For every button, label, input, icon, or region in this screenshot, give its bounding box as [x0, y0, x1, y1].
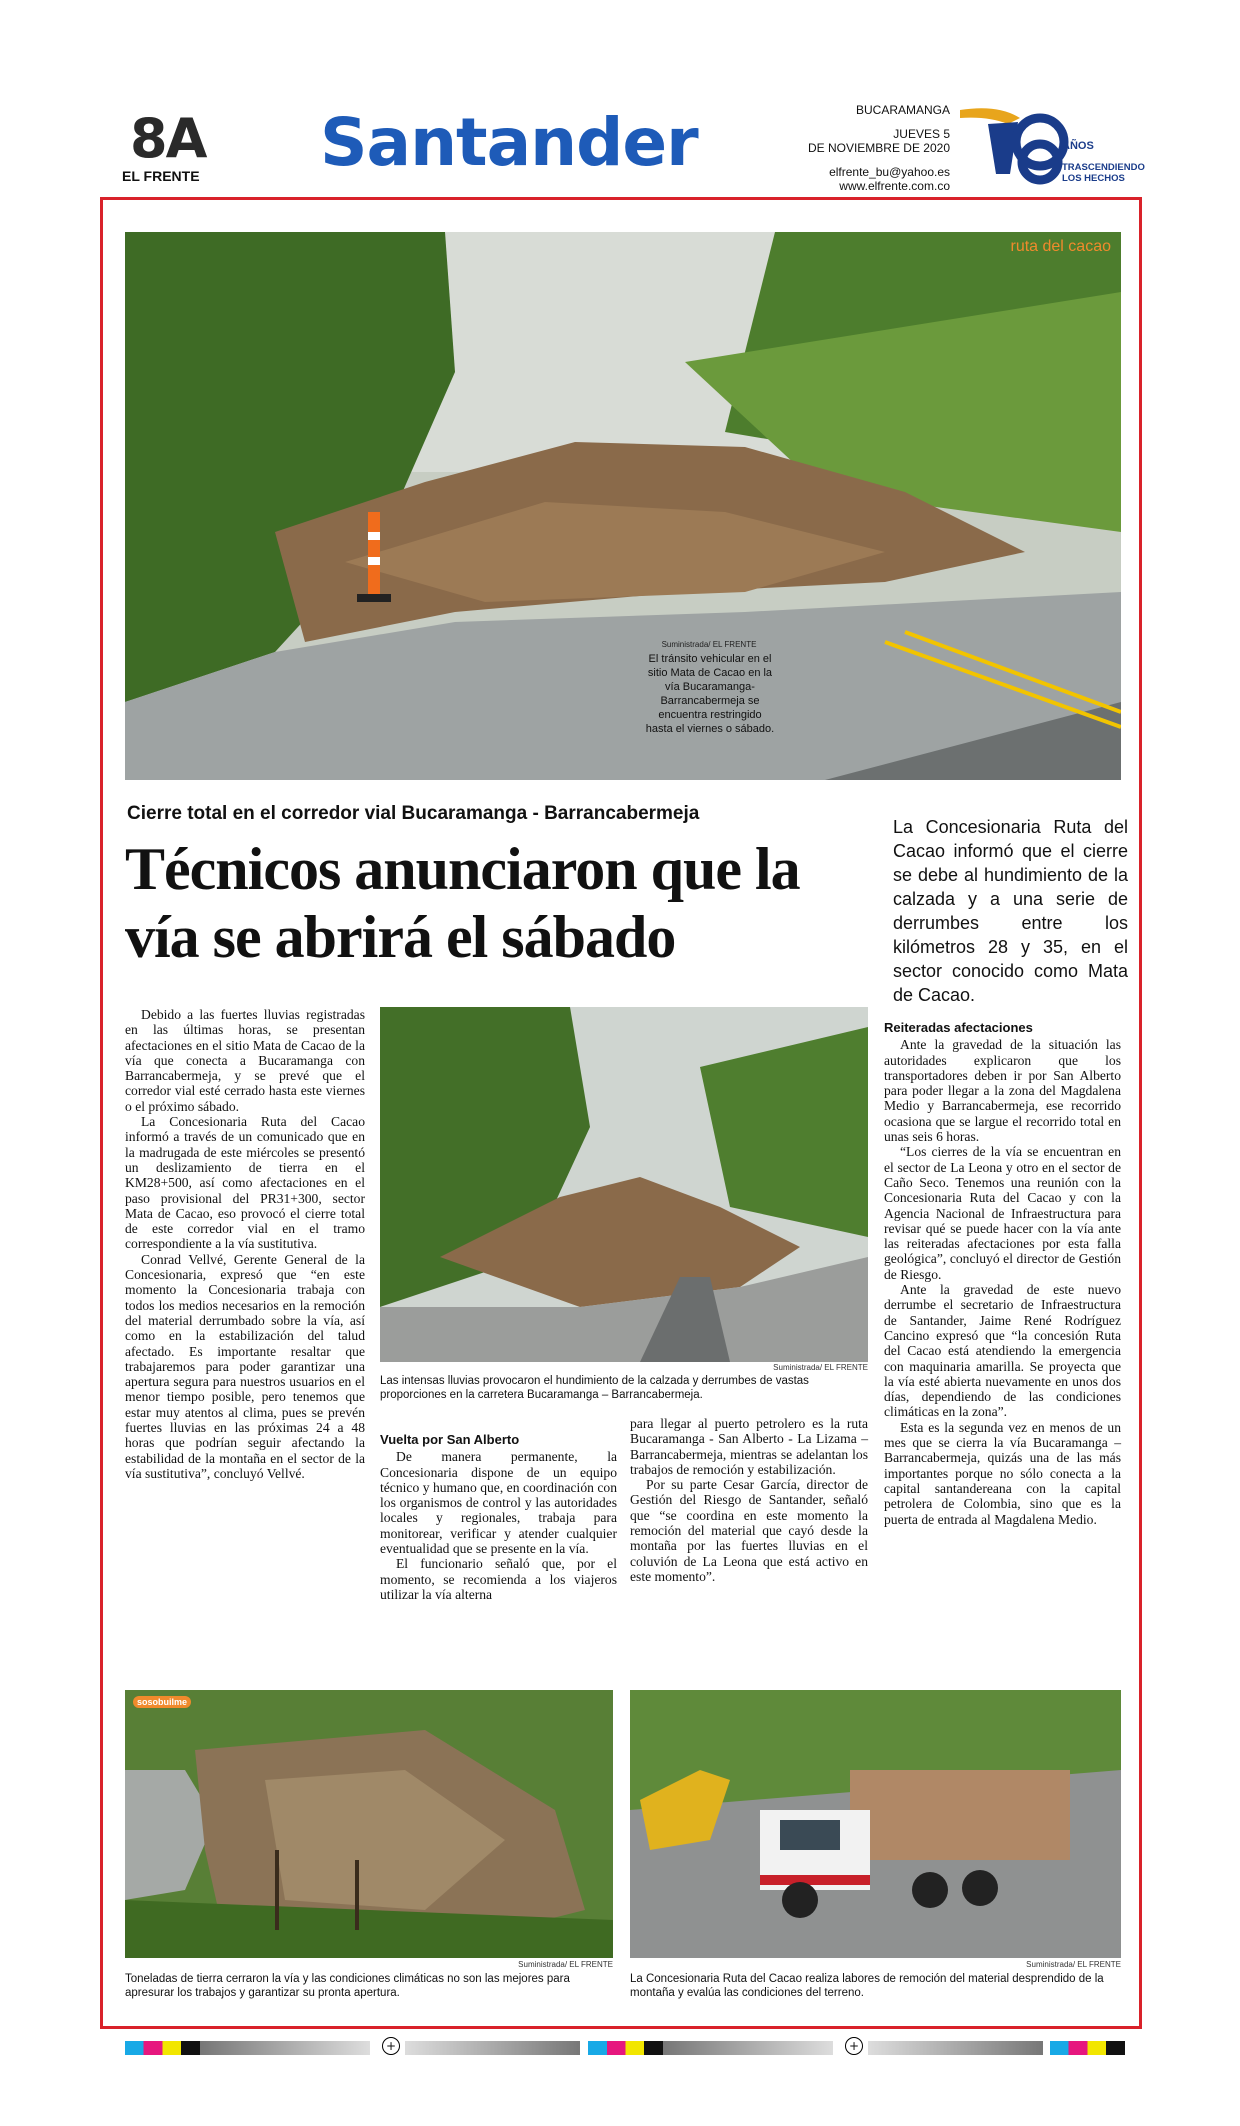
subhead-vuelta-por-san-alberto: Vuelta por San Alberto — [380, 1432, 520, 1447]
bottom-left-photo — [125, 1690, 613, 1958]
color-bar-right — [1050, 2041, 1125, 2055]
section-title: Santander — [320, 104, 698, 181]
column-1 — [125, 1007, 365, 1481]
paragraph: Por su parte Cesar García, director de Gestión del Riesgo de Santander, señaló que “se coordina en este momento la remoción del material que cayó desde la montaña por las fuertes lluvias en el coluvión de La Leona que está activo en este momento”. — [630, 1477, 868, 1584]
contact-email[interactable]: elfrente_bu@yahoo.es — [829, 165, 950, 179]
bottom-right-photo — [630, 1690, 1121, 1958]
bottom-left-credit: Suministrada/ EL FRENTE — [518, 1960, 613, 1969]
watermark-ruta-del-cacao: ruta del cacao — [1010, 238, 1111, 255]
top-photo-caption: El tránsito vehicular en el sitio Mata de Cacao en la vía Bucaramanga-Barrancabermeja se encuentra restringido hasta el viernes o sábado. — [645, 653, 775, 735]
gray-bar-left — [200, 2041, 370, 2055]
bottom-left-caption: Toneladas de tierra cerraron la vía y las condiciones climáticas no son las mejores para apresurar los trabajos y garantizar su pronta apertura. — [125, 1973, 570, 1999]
mid-photo-caption: Las intensas lluvias provocaron el hundimiento de la calzada y derrumbes de vastas proporciones en la carretera Bucaramanga – Barrancabermeja. — [380, 1375, 809, 1401]
paragraph: para llegar al puerto petrolero es la ruta Bucaramanga - San Alberto - La Lizama – Barrancabermeja, mientras se adelantan los trabajos de remoción y estabilización. — [630, 1416, 868, 1477]
color-bar-left — [125, 2041, 200, 2055]
paragraph: Ante la gravedad de este nuevo derrumbe el secretario de Infraestructura de Santander, Jaime René Rodríguez Cancino expresó que “la concesión Ruta del Cacao está atendiendo la emergencia con maquinaria amarilla. Se proyecta que la vía esté abierta nuevamente en unos dos días, dependiendo de las condiciones climáticas en la zona”. — [884, 1282, 1121, 1420]
mid-photo-credit: Suministrada/ EL FRENTE — [773, 1363, 868, 1372]
date-day: JUEVES 5 — [893, 127, 950, 141]
landslide-photo-image — [125, 232, 1121, 780]
slogan-line-1: TRASCENDIENDO — [1062, 162, 1145, 173]
paragraph: Esta es la segunda vez en menos de un mes que se cierra la vía Bucaramanga – Barrancabermeja, quizás una de las más importantes porque no sólo conecta a la capital santandereana con la capital petrolera de Colombia, sino que es la puerta de entrada al Magdalena Medio. — [884, 1419, 1121, 1527]
paragraph: La Concesionaria Ruta del Cacao informó a través de un comunicado que en la madrugada de este miércoles se presentó un deslizamiento de tierra en el KM28+500, así como afectaciones en el paso provisional del PR31+300, sector Mata de Cacao, eso provocó el cierre total de este corredor vial en el tramo correspondiente a la vía sustitutiva. — [125, 1114, 365, 1252]
gray-bar-right — [868, 2041, 1043, 2055]
road-collapse-photo-image — [380, 1007, 868, 1362]
bottom-right-caption: La Concesionaria Ruta del Cacao realiza labores de remoción del material desprendido de la montaña y evalúa las condiciones del terreno. — [630, 1973, 1104, 1999]
mid-photo — [380, 1007, 868, 1362]
earth-slide-photo-image — [125, 1690, 613, 1958]
color-bar-mid — [588, 2041, 663, 2055]
registration-mark-icon: + — [845, 2037, 863, 2055]
paragraph: “Los cierres de la vía se encuentran en el sector de La Leona y otro en el sector de Caño Seco. Tenemos una reunión con la Concesionaria Ruta del Cacao y con la Agencia Nacional de Infraestructura para revisar qué se puede hacer con la vía ante las reiteradas afectaciones por esta falla geológica”, concluyó el director de Gestión de Riesgo. — [884, 1144, 1121, 1282]
subhead-reiteradas-afectaciones: Reiteradas afectaciones — [884, 1020, 1033, 1035]
dateline — [800, 103, 950, 193]
top-photo-credit: Suministrada/ EL FRENTE — [661, 640, 757, 649]
dump-truck-photo-image — [630, 1690, 1121, 1958]
article-headline: Técnicos anunciaron que la vía se abrirá el sábado — [125, 836, 800, 970]
anniversary-slogan — [1062, 162, 1145, 184]
registration-mark-icon: + — [382, 2037, 400, 2055]
gray-bar-mid — [405, 2041, 580, 2055]
brand-name: EL FRENTE — [122, 168, 200, 184]
article-kicker: Cierre total en el corredor vial Bucaramanga - Barrancabermeja — [127, 803, 700, 824]
paragraph: De manera permanente, la Concesionaria dispone de un equipo técnico y humano que, en coordinación con los organismos de control y las autoridades locales y regionales, trabaja para monitorear, verificar y atender cualquier eventualidad que se presente en la vía. — [380, 1449, 617, 1557]
city: BUCARAMANGA — [855, 103, 950, 117]
date-full: DE NOVIEMBRE DE 2020 — [807, 141, 950, 155]
photo-badge: sosobuilme — [133, 1696, 191, 1708]
page-number: 8A — [130, 107, 206, 170]
paragraph: Ante la gravedad de la situación las autoridades explicaron que los transportadores deben ir por San Alberto para poder llegar a la zona del Magdalena Medio y Barrancabermeja, ese recorrido ocasiona que se largue el recorrido total en unas seis 6 horas. — [884, 1037, 1121, 1145]
website-link[interactable]: www.elfrente.com.co — [839, 179, 950, 193]
column-2 — [380, 1432, 617, 1602]
column-4 — [884, 1020, 1121, 1527]
anniversary-logo — [958, 104, 1145, 190]
paragraph: Conrad Vellvé, Gerente General de la Concesionaria, expresó que “en este momento la Concesionaria trabaja con todos los medios necesarios en la remoción del material derrumbado sobre la vía, así como en la estabilización del talud afectado. Es importante resaltar que trabajaremos para poder garantizar una apertura segura para nuestros usuarios en el menor tiempo posible, pero tenemos que estar muy atentos al clima, pues se prevén fuertes lluvias en las próximas 24 a 48 horas que podrían seguir afectando la estabilidad de la montaña en el sector de la vía sustitutiva”, concluyó Vellvé. — [125, 1251, 365, 1481]
gray-bar-mid-2 — [663, 2041, 833, 2055]
slogan-line-2: LOS HECHOS — [1062, 173, 1125, 184]
article-lead: La Concesionaria Ruta del Cacao informó que el cierre se debe al hundimiento de la calzada y a una serie de derrumbes entre los kilómetros 28 y 35, en el sector conocido como Mata de Cacao. — [893, 817, 1128, 1005]
column-3 — [630, 1416, 868, 1584]
anniversary-years: AÑOS — [1062, 140, 1094, 152]
paragraph: El funcionario señaló que, por el momento, se recomienda a los viajeros utilizar la vía alterna — [380, 1556, 617, 1602]
paragraph: Debido a las fuertes lluvias registradas en las últimas horas, se presentan afectaciones en el sitio Mata de Cacao de la vía que conecta a Bucaramanga con Barrancabermeja, y se prevé que el corredor vial esté cerrado hasta este viernes o el próximo sábado. — [125, 1007, 365, 1114]
bottom-right-credit: Suministrada/ EL FRENTE — [1026, 1960, 1121, 1969]
top-photo — [125, 232, 1121, 780]
